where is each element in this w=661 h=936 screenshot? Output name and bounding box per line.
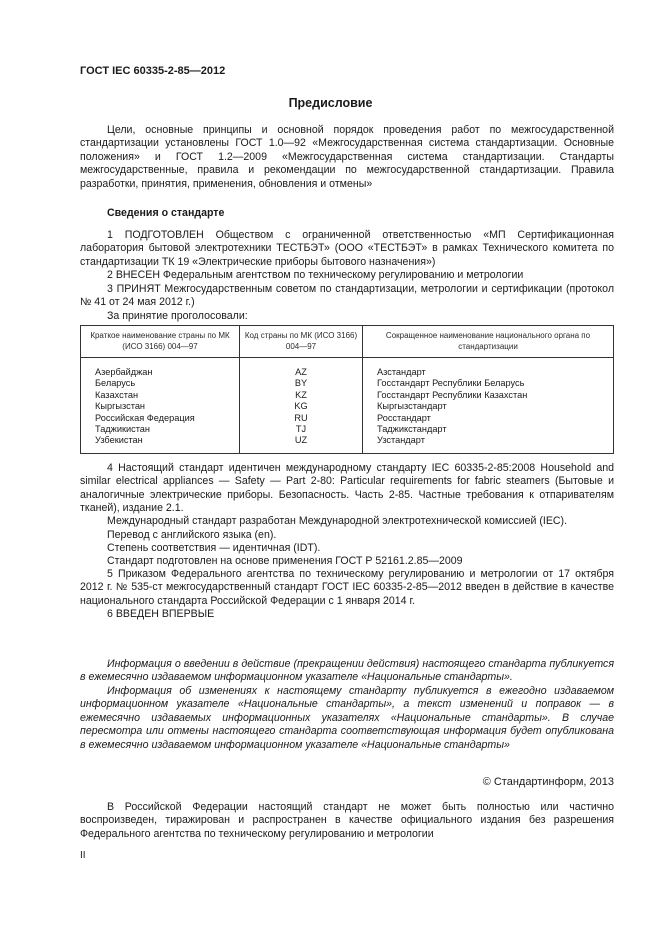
table-row	[81, 358, 614, 379]
table-header-code: Код страны по МК (ИСО 3166) 004—97	[240, 326, 363, 358]
table-cell-country: Казахстан	[81, 390, 240, 401]
table-cell-body: Узстандарт	[363, 435, 614, 453]
table-cell-code: AZ	[240, 358, 363, 379]
table-header-body: Сокращенное наименование национального органа по стандартизации	[363, 326, 614, 358]
info-paragraph-2: Информация об изменениях к настоящему стандарту публикуется в ежегодно издаваемом информационном указателе «Национальные стандарты», а текст изменений и поправок — в ежемесячно издаваемых информационных указателях «Национальные стандарты». В случае пересмотра или отмены настоящего стандарта соответствующая информация будет опубликована в ежемесячно издаваемом информационном указателе «Национальные стандарты»	[80, 685, 614, 751]
table-cell-country: Азербайджан	[81, 358, 240, 379]
table-cell-body: Кыргызстандарт	[363, 401, 614, 412]
table-cell-code: KZ	[240, 390, 363, 401]
table-row	[81, 378, 614, 389]
table-row	[81, 390, 614, 401]
item-2-paragraph: 2 ВНЕСЕН Федеральным агентством по техническому регулированию и метрологии	[107, 269, 524, 281]
table-header-row	[81, 326, 614, 358]
table-cell-code: BY	[240, 378, 363, 389]
page-title: Предисловие	[288, 96, 373, 110]
intl-line: Международный стандарт разработан Международной электротехнической комиссией (IEC).	[107, 515, 568, 527]
item-3-paragraph: 3 ПРИНЯТ Межгосударственным советом по стандартизации, метрологии и сертификации (протокол № 41 от 24 мая 2012 г.)	[80, 283, 614, 309]
table-cell-body: Таджикстандарт	[363, 424, 614, 435]
table-row	[81, 401, 614, 412]
copyright-line: © Стандартинформ, 2013	[482, 776, 614, 788]
document-header: ГОСТ IEC 60335-2-85—2012	[80, 65, 226, 77]
table-cell-country: Беларусь	[81, 378, 240, 389]
intro-paragraph: Цели, основные принципы и основной порядок проведения работ по межгосударственной стандартизации установлены ГОСТ 1.0—92 «Межгосударственная система стандартизации. Основные положения» и ГОСТ 1.2—2009 «Межгосударственная система стандартизации. Стандарты межгосударственные, правила и рекомендации по межгосударственной стандартизации. Правила разработки, принятия, применения, обновления и отмены»	[80, 124, 614, 190]
item-6-line: 6 ВВЕДЕН ВПЕРВЫЕ	[107, 608, 215, 620]
table-cell-body: Госстандарт Республики Казахстан	[363, 390, 614, 401]
translation-line: Перевод с английского языка (en).	[107, 529, 277, 541]
table-cell-code: UZ	[240, 435, 363, 453]
table-header-country: Краткое наименование страны по МК (ИСО 3166) 004—97	[81, 326, 240, 358]
table-cell-code: TJ	[240, 424, 363, 435]
item-4-paragraph: 4 Настоящий стандарт идентичен международному стандарту IEC 60335-2-85:2008 Household and similar electrical appliances — Safety — Part 2-80: Particular requirements for fabric steamers (Бытовые и аналогичные электрические приборы. Безопасность. Часть 2-85. Частные требования к отпаривателям тканей), издание 2.1.	[80, 462, 614, 515]
table-cell-body: Росстандарт	[363, 413, 614, 424]
table-cell-country: Российская Федерация	[81, 413, 240, 424]
table-cell-code: KG	[240, 401, 363, 412]
vote-line: За принятие проголосовали:	[107, 310, 248, 322]
table-cell-body: Госстандарт Республики Беларусь	[363, 378, 614, 389]
table-row	[81, 413, 614, 424]
about-standard-heading: Сведения о стандарте	[107, 207, 225, 219]
table-cell-country: Узбекистан	[81, 435, 240, 453]
table-cell-country: Кыргызстан	[81, 401, 240, 412]
item-5-paragraph: 5 Приказом Федерального агентства по техническому регулированию и метрологии от 17 октября 2012 г. № 535-ст межгосударственный стандарт ГОСТ IEC 60335-2-85—2012 введен в действие в качестве национального стандарта Российской Федерации с 1 января 2014 г.	[80, 568, 614, 607]
rights-paragraph: В Российской Федерации настоящий стандарт не может быть полностью или частично воспроизведен, тиражирован и распространен в качестве официального издания без разрешения Федерального агентства по техническому регулированию и метрологии	[80, 801, 614, 840]
table-cell-body: Азстандарт	[363, 358, 614, 379]
table-row	[81, 435, 614, 453]
table-cell-code: RU	[240, 413, 363, 424]
based-on-line: Стандарт подготовлен на основе применения ГОСТ Р 52161.2.85—2009	[107, 555, 463, 567]
degree-line: Степень соответствия — идентичная (IDT).	[107, 542, 321, 554]
voting-table	[80, 325, 614, 454]
item-1-paragraph: 1 ПОДГОТОВЛЕН Обществом с ограниченной ответственностью «МП Сертификационная лаборатория бытовой электротехники ТЕСТБЭТ» (ООО «ТЕСТБЭТ» в рамках Технического комитета по стандартизации ТК 19 «Электрические приборы бытового назначения»)	[80, 229, 614, 268]
page-number: II	[80, 850, 86, 861]
table-cell-country: Таджикистан	[81, 424, 240, 435]
info-paragraph-1: Информация о введении в действие (прекращении действия) настоящего стандарта публикуется в ежемесячно издаваемом информационном указателе «Национальные стандарты».	[80, 658, 614, 684]
table-row	[81, 424, 614, 435]
